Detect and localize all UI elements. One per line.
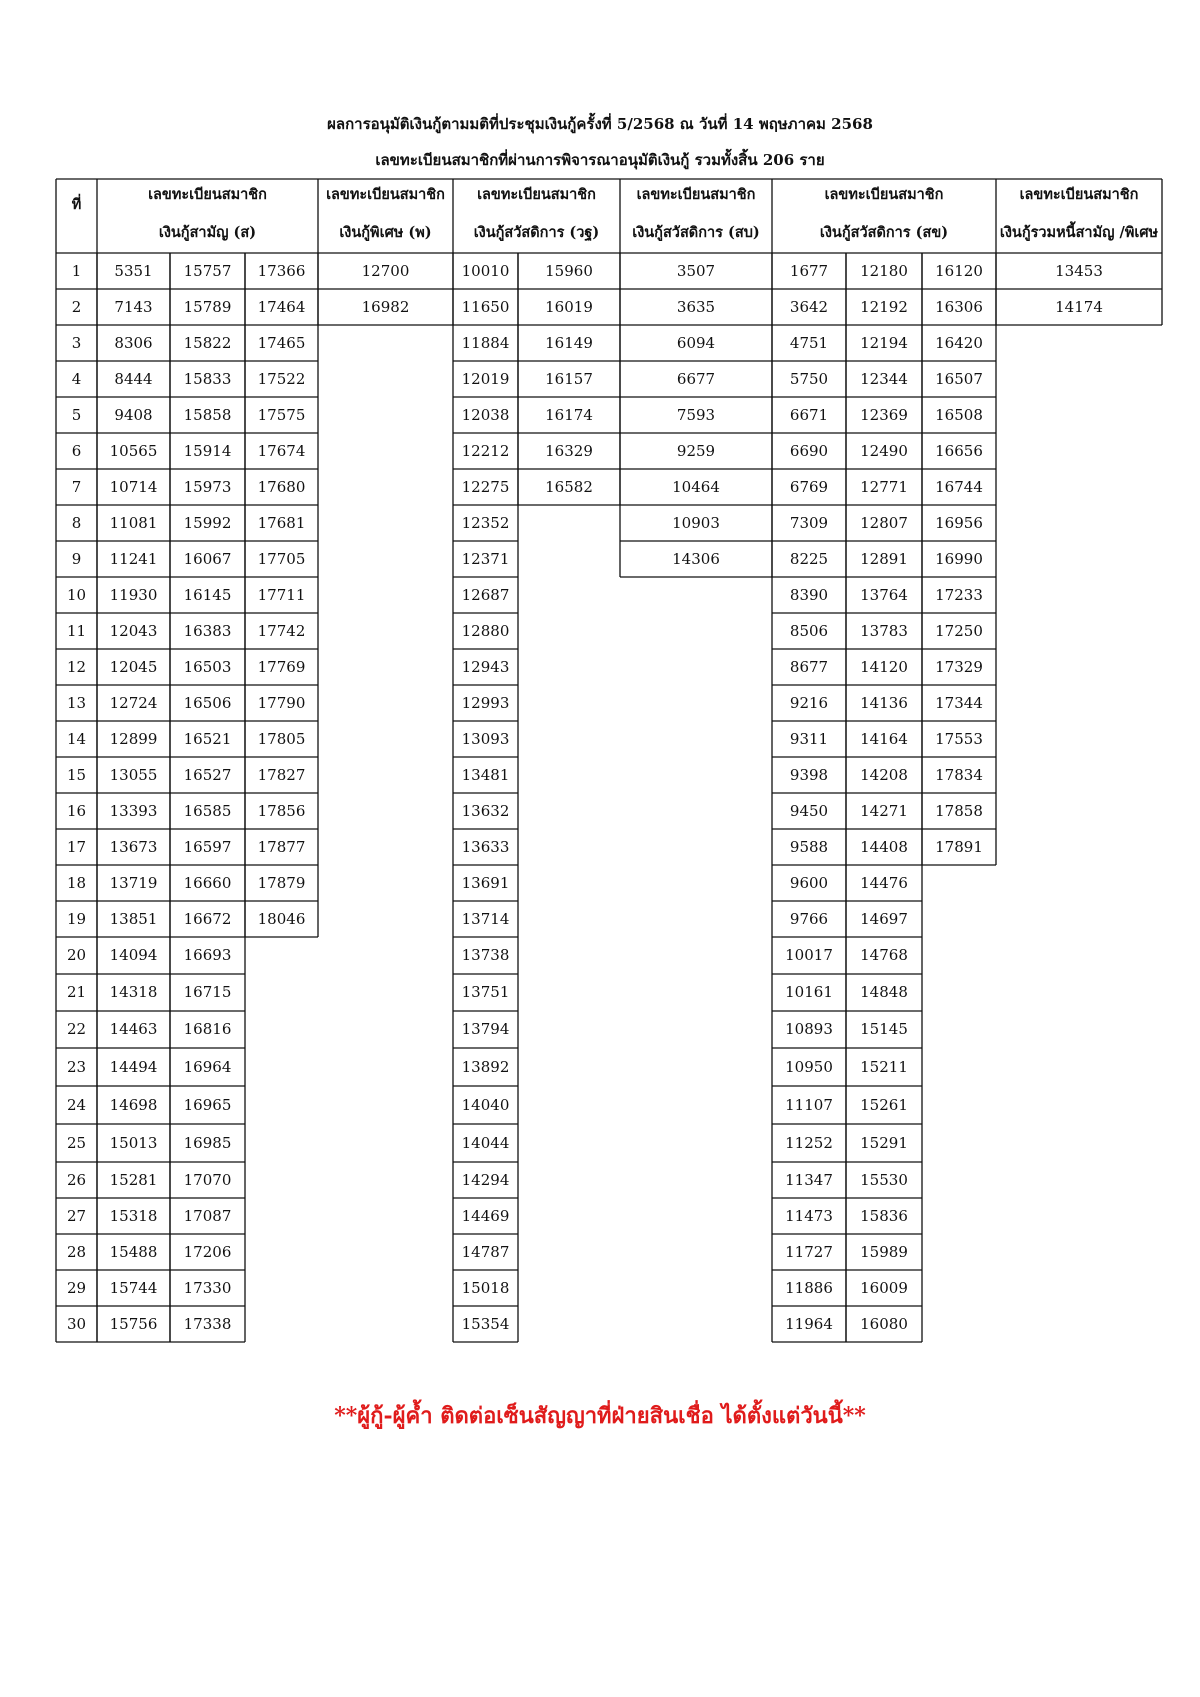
member-number-cell: 14408 — [860, 837, 908, 856]
member-number-cell: 12724 — [109, 693, 158, 712]
member-number-cell: 15822 — [183, 333, 232, 352]
member-number-cell: 15261 — [860, 1095, 908, 1114]
row-number: 11 — [66, 621, 87, 640]
member-number-cell: 15836 — [860, 1206, 908, 1225]
page-title: ผลการอนุมัติเงินกู้ตามมติที่ประชุมเงินกู้ครั้งที่ 5/2568 ณ วันที่ 14 พฤษภาคม 2568 — [327, 115, 873, 133]
member-number-cell: 16816 — [183, 1020, 232, 1038]
member-number-cell: 17233 — [935, 585, 983, 604]
member-number-cell: 11252 — [785, 1133, 833, 1152]
group-header-line1: เลขทะเบียนสมาชิก — [824, 186, 944, 203]
member-number-cell: 17742 — [257, 621, 306, 640]
member-number-cell: 12180 — [860, 261, 908, 280]
member-number-cell: 16506 — [183, 693, 232, 712]
member-number-cell: 12891 — [860, 549, 908, 568]
member-number-cell: 17464 — [257, 297, 306, 316]
member-number-cell: 12369 — [860, 405, 908, 424]
row-number: 26 — [66, 1170, 87, 1189]
row-number: 17 — [66, 837, 87, 856]
member-number-cell: 7143 — [114, 297, 153, 316]
member-number-cell: 16508 — [935, 405, 983, 424]
member-number-cell: 16120 — [935, 261, 983, 280]
member-number-cell: 7593 — [676, 405, 716, 424]
member-number-cell: 15018 — [461, 1278, 510, 1297]
row-number: 4 — [71, 369, 82, 388]
member-number-cell: 14318 — [109, 983, 158, 1001]
member-number-cell: 16145 — [183, 585, 232, 604]
member-number-cell: 15318 — [109, 1206, 158, 1225]
row-number: 27 — [66, 1206, 87, 1225]
member-number-cell: 3635 — [676, 297, 716, 316]
member-number-cell: 13055 — [109, 765, 158, 784]
row-number: 21 — [66, 983, 87, 1001]
member-number-cell: 9216 — [789, 693, 829, 712]
member-number-cell: 11081 — [109, 513, 158, 532]
member-number-cell: 17856 — [257, 801, 306, 820]
member-number-cell: 17330 — [183, 1278, 232, 1297]
member-number-cell: 11930 — [109, 585, 158, 604]
group-header-line1: เลขทะเบียนสมาชิก — [326, 186, 445, 203]
member-number-cell: 12019 — [461, 369, 510, 388]
member-number-cell: 5750 — [789, 369, 829, 388]
member-number-cell: 6690 — [789, 441, 829, 460]
row-number: 23 — [66, 1057, 87, 1076]
member-number-cell: 14271 — [860, 801, 908, 820]
member-number-cell: 17681 — [257, 513, 306, 532]
member-number-cell: 14208 — [860, 765, 908, 784]
member-number-cell: 17366 — [257, 261, 306, 280]
member-number-cell: 1677 — [789, 261, 829, 280]
member-number-cell: 12275 — [461, 477, 510, 496]
member-number-cell: 16956 — [935, 513, 983, 532]
row-number: 13 — [66, 693, 87, 712]
member-number-cell: 13093 — [461, 729, 510, 748]
row-number: 8 — [71, 513, 82, 532]
member-number-cell: 10010 — [461, 261, 510, 280]
member-number-cell: 16693 — [183, 946, 232, 964]
member-number-cell: 3642 — [789, 297, 829, 316]
member-number-cell: 9398 — [789, 765, 829, 784]
member-number-cell: 14306 — [672, 549, 720, 568]
member-number-cell: 16080 — [860, 1314, 908, 1333]
group-header-line1: เลขทะเบียนสมาชิก — [148, 186, 267, 203]
member-number-cell: 9408 — [114, 405, 153, 424]
member-number-cell: 12943 — [461, 657, 510, 676]
member-number-cell: 15757 — [183, 261, 232, 280]
member-number-cell: 17711 — [257, 585, 306, 604]
group-header-line2: เงินกู้สวัสดิการ (วฐ) — [473, 224, 600, 241]
member-number-cell: 15973 — [183, 477, 232, 496]
row-number: 25 — [66, 1133, 87, 1152]
member-number-cell: 14040 — [461, 1095, 510, 1114]
member-number-cell: 4751 — [789, 333, 829, 352]
row-number: 28 — [66, 1242, 87, 1261]
row-number-header: ที่ — [71, 196, 82, 213]
member-number-cell: 6094 — [676, 333, 716, 352]
member-number-cell: 13481 — [461, 765, 510, 784]
member-number-cell: 17087 — [183, 1206, 232, 1225]
member-number-cell: 15789 — [183, 297, 232, 316]
member-number-cell: 16527 — [183, 765, 232, 784]
member-number-cell: 14476 — [860, 873, 908, 892]
member-number-cell: 13714 — [461, 909, 510, 928]
member-number-cell: 12880 — [461, 621, 510, 640]
member-number-cell: 14848 — [860, 983, 908, 1001]
member-number-cell: 12700 — [361, 261, 410, 280]
member-number-cell: 9766 — [789, 909, 829, 928]
member-number-cell: 17338 — [183, 1314, 232, 1333]
member-number-cell: 16503 — [183, 657, 232, 676]
group-header-line2: เงินกู้สวัสดิการ (สข) — [819, 224, 949, 241]
member-number-cell: 16656 — [935, 441, 983, 460]
member-number-cell: 14698 — [109, 1095, 158, 1114]
group-header-line2: เงินกู้รวมหนี้สามัญ /พิเศษ — [999, 224, 1159, 241]
member-number-cell: 16420 — [935, 333, 983, 352]
member-number-cell: 9311 — [789, 729, 829, 748]
group-header-line2: เงินกู้พิเศษ (พ) — [339, 224, 432, 241]
member-number-cell: 17070 — [183, 1170, 232, 1189]
member-number-cell: 5351 — [114, 261, 153, 280]
member-number-cell: 16990 — [935, 549, 983, 568]
member-number-cell: 16672 — [183, 909, 232, 928]
member-number-cell: 10950 — [785, 1057, 833, 1076]
member-number-cell: 16597 — [183, 837, 232, 856]
row-number: 30 — [66, 1314, 87, 1333]
member-number-cell: 17891 — [935, 837, 983, 856]
member-number-cell: 14463 — [109, 1020, 158, 1038]
member-number-cell: 8306 — [114, 333, 153, 352]
member-number-cell: 11241 — [109, 549, 158, 568]
member-number-cell: 16149 — [545, 333, 593, 352]
member-number-cell: 9588 — [789, 837, 829, 856]
member-number-cell: 12344 — [860, 369, 908, 388]
member-number-cell: 13738 — [461, 946, 510, 964]
footer-note: **ผู้กู้-ผู้ค้ำ ติดต่อเซ็นสัญญาที่ฝ่ายสินเชื่อ ได้ตั้งแต่วันนี้** — [334, 1403, 866, 1429]
member-number-cell: 10161 — [785, 983, 833, 1001]
row-number: 29 — [66, 1278, 87, 1297]
member-number-cell: 17206 — [183, 1242, 232, 1261]
member-number-cell: 16329 — [545, 441, 593, 460]
member-number-cell: 3507 — [676, 261, 716, 280]
member-number-cell: 15858 — [183, 405, 232, 424]
member-number-cell: 11473 — [785, 1206, 833, 1225]
member-number-cell: 16383 — [183, 621, 232, 640]
row-number: 19 — [66, 909, 87, 928]
member-number-cell: 13719 — [109, 873, 158, 892]
member-number-cell: 13794 — [461, 1020, 510, 1038]
member-number-cell: 15211 — [860, 1057, 908, 1076]
member-number-cell: 16715 — [183, 983, 232, 1001]
member-number-cell: 16582 — [545, 477, 593, 496]
member-number-cell: 15833 — [183, 369, 232, 388]
member-number-cell: 12371 — [461, 549, 510, 568]
member-number-cell: 13673 — [109, 837, 158, 856]
member-number-cell: 17250 — [935, 621, 983, 640]
member-number-cell: 9450 — [789, 801, 829, 820]
member-number-cell: 6671 — [789, 405, 829, 424]
member-number-cell: 16521 — [183, 729, 232, 748]
group-header-line1: เลขทะเบียนสมาชิก — [636, 186, 756, 203]
member-number-cell: 17834 — [935, 765, 983, 784]
member-number-cell: 15960 — [545, 261, 593, 280]
member-number-cell: 8506 — [789, 621, 829, 640]
row-number: 24 — [66, 1095, 87, 1114]
member-number-cell: 17575 — [257, 405, 306, 424]
row-number: 15 — [66, 765, 87, 784]
member-number-cell: 8390 — [789, 585, 829, 604]
member-number-cell: 17344 — [935, 693, 983, 712]
member-number-cell: 14697 — [860, 909, 908, 928]
member-number-cell: 12771 — [860, 477, 908, 496]
member-number-cell: 16306 — [935, 297, 983, 316]
member-number-cell: 10017 — [785, 946, 833, 964]
member-number-cell: 17329 — [935, 657, 983, 676]
row-number: 7 — [71, 477, 82, 496]
member-number-cell: 12194 — [860, 333, 908, 352]
member-number-cell: 16982 — [361, 297, 410, 316]
member-number-cell: 8444 — [114, 369, 153, 388]
member-number-cell: 13751 — [461, 983, 510, 1001]
row-number: 10 — [66, 585, 87, 604]
member-number-cell: 17553 — [935, 729, 983, 748]
member-number-cell: 15281 — [109, 1170, 158, 1189]
member-number-cell: 15989 — [860, 1242, 908, 1261]
group-header-line2: เงินกู้สวัสดิการ (สบ) — [632, 224, 760, 241]
member-number-cell: 13851 — [109, 909, 158, 928]
member-number-cell: 13393 — [109, 801, 158, 820]
row-number: 12 — [66, 657, 87, 676]
member-number-cell: 13453 — [1055, 261, 1103, 280]
row-number: 5 — [71, 405, 82, 424]
member-number-cell: 11347 — [785, 1170, 833, 1189]
member-number-cell: 11650 — [461, 297, 510, 316]
member-number-cell: 17465 — [257, 333, 306, 352]
member-number-cell: 9600 — [789, 873, 829, 892]
member-number-cell: 14294 — [461, 1170, 510, 1189]
member-number-cell: 12899 — [109, 729, 158, 748]
member-number-cell: 16009 — [860, 1278, 908, 1297]
member-number-cell: 15744 — [109, 1278, 158, 1297]
member-number-cell: 11964 — [785, 1314, 833, 1333]
row-number: 14 — [66, 729, 87, 748]
member-number-cell: 15145 — [860, 1020, 908, 1038]
member-number-cell: 10893 — [785, 1020, 833, 1038]
member-number-cell: 17805 — [257, 729, 306, 748]
member-number-cell: 14120 — [860, 657, 908, 676]
member-number-cell: 15013 — [109, 1133, 158, 1152]
member-number-cell: 12490 — [860, 441, 908, 460]
member-number-cell: 17877 — [257, 837, 306, 856]
row-number: 2 — [71, 297, 82, 316]
row-number: 18 — [66, 873, 87, 892]
member-number-cell: 11727 — [785, 1242, 833, 1261]
member-number-cell: 12212 — [461, 441, 510, 460]
group-header-line1: เลขทะเบียนสมาชิก — [477, 186, 596, 203]
member-number-cell: 13783 — [860, 621, 908, 640]
member-number-cell: 15914 — [183, 441, 232, 460]
member-number-cell: 17858 — [935, 801, 983, 820]
member-number-cell: 16585 — [183, 801, 232, 820]
member-number-cell: 10903 — [672, 513, 720, 532]
member-number-cell: 17769 — [257, 657, 306, 676]
member-number-cell: 14469 — [461, 1206, 510, 1225]
row-number: 1 — [71, 261, 82, 280]
member-number-cell: 9259 — [676, 441, 716, 460]
member-number-cell: 17522 — [257, 369, 306, 388]
member-number-cell: 13691 — [461, 873, 510, 892]
member-number-cell: 7309 — [789, 513, 829, 532]
member-number-cell: 16019 — [545, 297, 593, 316]
row-number: 16 — [66, 801, 87, 820]
member-number-cell: 17674 — [257, 441, 306, 460]
member-number-cell: 12352 — [461, 513, 510, 532]
member-number-cell: 12045 — [109, 657, 158, 676]
member-number-cell: 14787 — [461, 1242, 510, 1261]
member-number-cell: 10565 — [109, 441, 158, 460]
member-number-cell: 12192 — [860, 297, 908, 316]
member-number-cell: 15756 — [109, 1314, 158, 1333]
member-number-cell: 14494 — [109, 1057, 158, 1076]
member-number-cell: 12038 — [461, 405, 510, 424]
member-number-cell: 16744 — [935, 477, 983, 496]
member-number-cell: 8677 — [789, 657, 829, 676]
member-number-cell: 11107 — [785, 1095, 833, 1114]
member-number-cell: 14174 — [1055, 297, 1103, 316]
member-number-cell: 14136 — [860, 693, 908, 712]
member-number-cell: 13892 — [461, 1057, 510, 1076]
member-number-cell: 13632 — [461, 801, 510, 820]
member-number-cell: 6769 — [789, 477, 829, 496]
member-number-cell: 12807 — [860, 513, 908, 532]
member-number-cell: 15530 — [860, 1170, 908, 1189]
member-number-cell: 15354 — [461, 1314, 510, 1333]
member-number-cell: 14164 — [860, 729, 908, 748]
member-number-cell: 16965 — [183, 1095, 232, 1114]
member-number-cell: 17680 — [257, 477, 306, 496]
group-header-line1: เลขทะเบียนสมาชิก — [1019, 186, 1139, 203]
member-number-cell: 12687 — [461, 585, 510, 604]
group-header-line2: เงินกู้สามัญ (ส) — [158, 224, 257, 241]
member-number-cell: 17790 — [257, 693, 306, 712]
member-number-cell: 10464 — [672, 477, 720, 496]
member-number-cell: 11884 — [461, 333, 510, 352]
member-number-cell: 12993 — [461, 693, 510, 712]
member-number-cell: 8225 — [789, 549, 829, 568]
member-number-cell: 12043 — [109, 621, 158, 640]
member-number-cell: 14044 — [461, 1133, 510, 1152]
row-number: 22 — [66, 1020, 87, 1038]
member-number-cell: 16660 — [183, 873, 232, 892]
member-number-cell: 17827 — [257, 765, 306, 784]
row-number: 20 — [66, 946, 87, 964]
member-number-cell: 15291 — [860, 1133, 908, 1152]
member-number-cell: 13764 — [860, 585, 908, 604]
member-number-cell: 16174 — [545, 405, 593, 424]
member-number-cell: 18046 — [257, 909, 306, 928]
member-number-cell: 17705 — [257, 549, 306, 568]
member-number-cell: 16985 — [183, 1133, 232, 1152]
page-subtitle: เลขทะเบียนสมาชิกที่ผ่านการพิจารณาอนุมัติเงินกู้ รวมทั้งสิ้น 206 ราย — [375, 151, 825, 169]
member-number-cell: 16157 — [545, 369, 593, 388]
member-number-cell: 13633 — [461, 837, 510, 856]
member-number-cell: 16964 — [183, 1057, 232, 1076]
member-number-cell: 14094 — [109, 946, 158, 964]
row-number: 3 — [71, 333, 82, 352]
row-number: 9 — [71, 549, 82, 568]
member-number-cell: 15992 — [183, 513, 232, 532]
member-number-cell: 14768 — [860, 946, 908, 964]
member-number-cell: 16507 — [935, 369, 983, 388]
row-number: 6 — [71, 441, 82, 460]
member-number-cell: 11886 — [785, 1278, 833, 1297]
member-number-cell: 17879 — [257, 873, 306, 892]
member-number-cell: 15488 — [109, 1242, 158, 1261]
member-number-cell: 16067 — [183, 549, 232, 568]
member-number-cell: 6677 — [676, 369, 716, 388]
member-number-cell: 10714 — [109, 477, 158, 496]
